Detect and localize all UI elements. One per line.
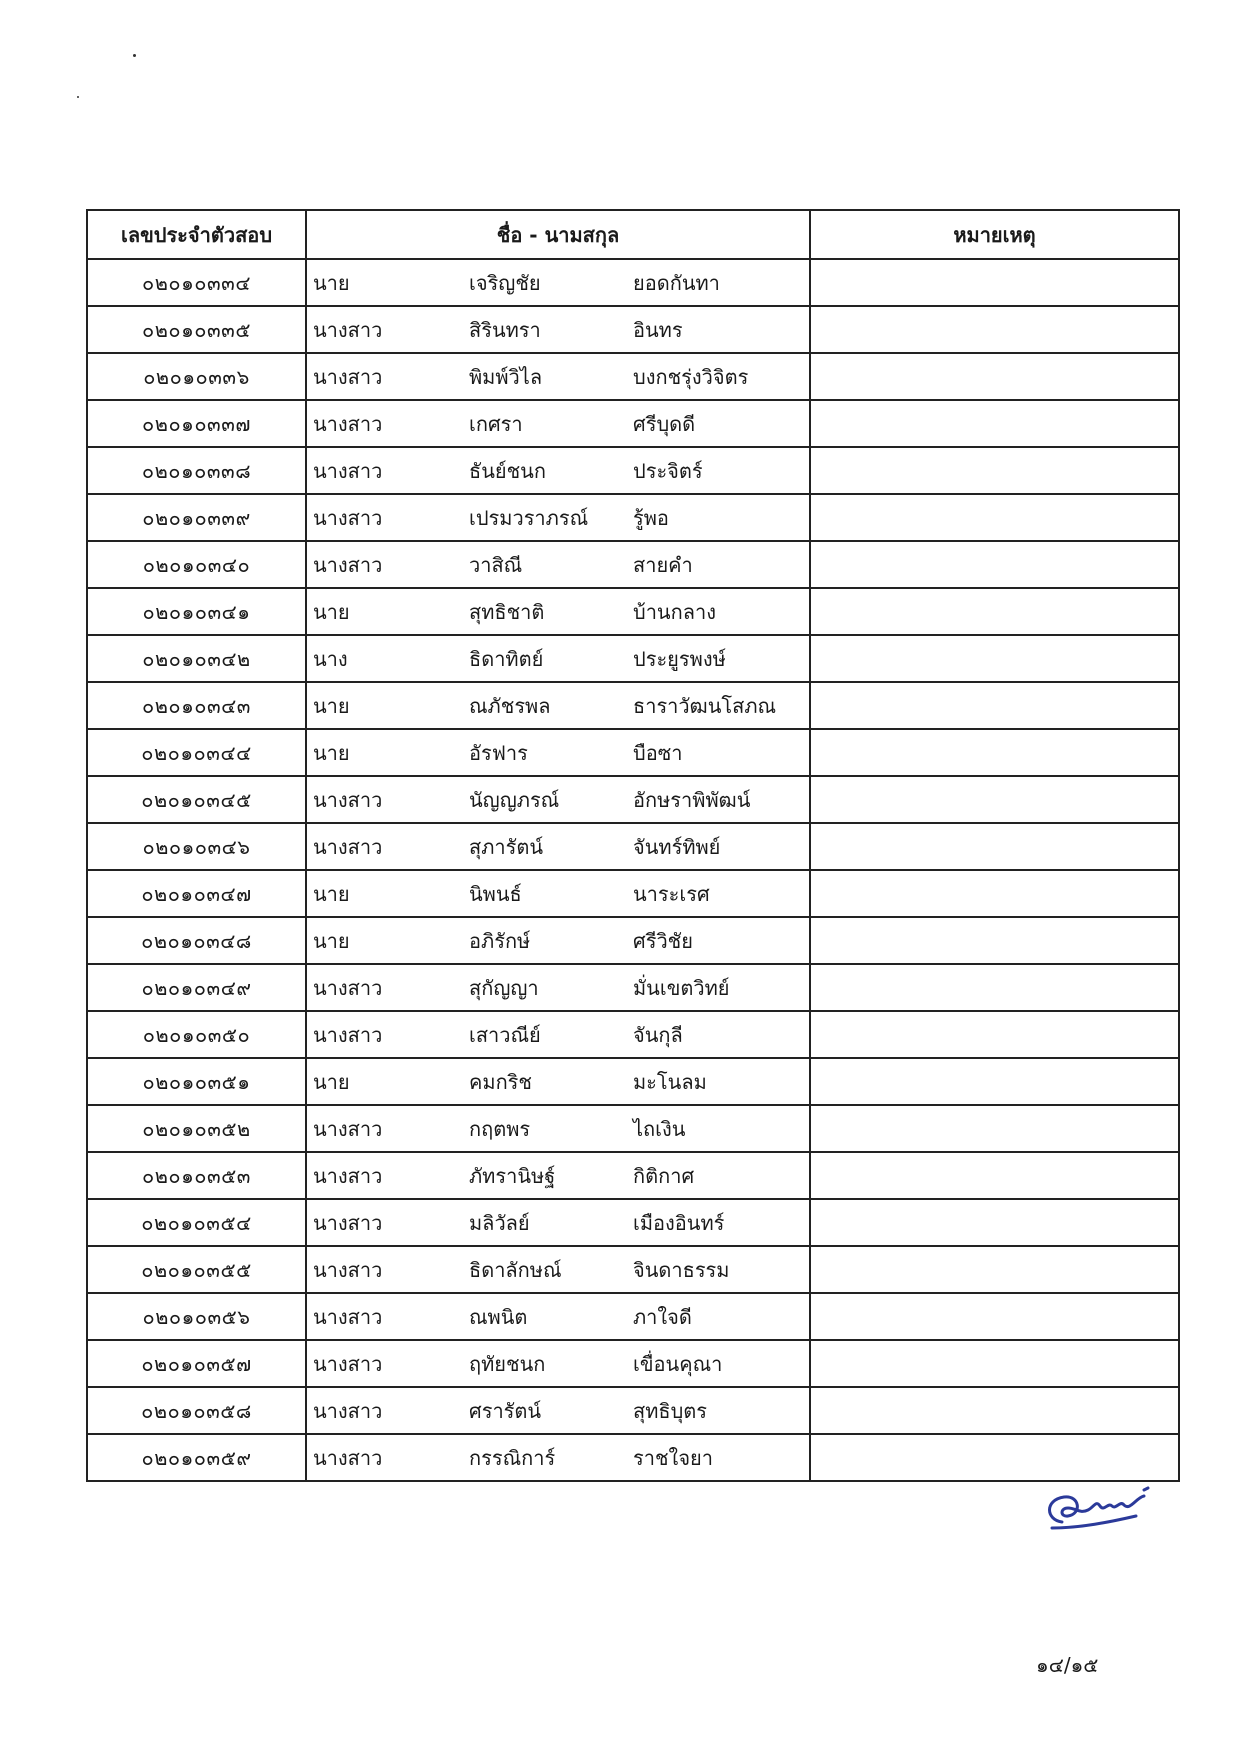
last-name: ภาใจดี <box>633 1304 692 1329</box>
first-name: ณภัชรพล <box>469 693 551 718</box>
remark-cell <box>810 1434 1179 1481</box>
remark-cell <box>810 259 1179 306</box>
first-name: นิพนธ์ <box>469 881 522 906</box>
name-prefix: นาย <box>313 740 350 765</box>
name-prefix: นางสาว <box>313 1351 383 1376</box>
table-row <box>87 1011 1179 1058</box>
first-name: ธิดาทิตย์ <box>469 646 544 671</box>
header-exam-id: เลขประจำตัวสอบ <box>87 210 306 259</box>
table-row <box>87 353 1179 400</box>
first-name: นัญญภรณ์ <box>469 787 560 812</box>
full-name-cell <box>306 1293 810 1340</box>
signature-image <box>1040 1478 1160 1538</box>
name-prefix: นาง <box>313 646 348 671</box>
full-name-cell <box>306 494 810 541</box>
table-row <box>87 635 1179 682</box>
full-name-cell <box>306 353 810 400</box>
table-row <box>87 1058 1179 1105</box>
exam-id-cell: ๐๒๐๑๐๓๔๔ <box>87 729 306 776</box>
last-name: ประจิตร์ <box>633 458 703 483</box>
remark-cell <box>810 635 1179 682</box>
full-name-cell <box>306 917 810 964</box>
exam-id-cell: ๐๒๐๑๐๓๔๗ <box>87 870 306 917</box>
last-name: บ้านกลาง <box>633 599 716 624</box>
header-remark: หมายเหตุ <box>810 210 1179 259</box>
exam-id-cell: ๐๒๐๑๐๓๕๔ <box>87 1199 306 1246</box>
exam-id-cell: ๐๒๐๑๐๓๕๐ <box>87 1011 306 1058</box>
exam-id-cell: ๐๒๐๑๐๓๓๗ <box>87 400 306 447</box>
name-prefix: นางสาว <box>313 975 383 1000</box>
full-name-cell <box>306 1340 810 1387</box>
last-name: ศรีวิชัย <box>633 928 693 953</box>
last-name: ไถเงิน <box>633 1116 686 1141</box>
remark-cell <box>810 917 1179 964</box>
remark-cell <box>810 1105 1179 1152</box>
remark-cell <box>810 1011 1179 1058</box>
exam-id-cell: ๐๒๐๑๐๓๕๘ <box>87 1387 306 1434</box>
table-header-row <box>87 210 1179 259</box>
name-prefix: นาย <box>313 1069 350 1094</box>
table-row <box>87 917 1179 964</box>
name-prefix: นางสาว <box>313 317 383 342</box>
table-row <box>87 1152 1179 1199</box>
table-row <box>87 1293 1179 1340</box>
page-number: ๑๔/๑๕ <box>1036 1653 1099 1677</box>
name-prefix: นางสาว <box>313 1445 383 1470</box>
exam-id-cell: ๐๒๐๑๐๓๔๙ <box>87 964 306 1011</box>
name-prefix: นางสาว <box>313 787 383 812</box>
full-name-cell <box>306 635 810 682</box>
exam-id-cell: ๐๒๐๑๐๓๔๒ <box>87 635 306 682</box>
name-prefix: นางสาว <box>313 1257 383 1282</box>
full-name-cell <box>306 400 810 447</box>
remark-cell <box>810 1246 1179 1293</box>
exam-id-cell: ๐๒๐๑๐๓๓๘ <box>87 447 306 494</box>
remark-cell <box>810 588 1179 635</box>
first-name: อภิรักษ์ <box>469 928 531 953</box>
last-name: กิติกาศ <box>633 1163 695 1188</box>
table-row <box>87 776 1179 823</box>
name-prefix: นางสาว <box>313 1398 383 1423</box>
name-prefix: นางสาว <box>313 552 383 577</box>
first-name: คมกริช <box>469 1069 532 1094</box>
exam-id-cell: ๐๒๐๑๐๓๓๖ <box>87 353 306 400</box>
remark-cell <box>810 1152 1179 1199</box>
table-row <box>87 1387 1179 1434</box>
full-name-cell <box>306 1058 810 1105</box>
table-body <box>87 259 1179 1481</box>
table-row <box>87 1199 1179 1246</box>
first-name: พิมพ์วิไล <box>469 364 543 389</box>
full-name-cell <box>306 1434 810 1481</box>
last-name: รู้พอ <box>633 505 669 530</box>
first-name: มลิวัลย์ <box>469 1210 530 1235</box>
remark-cell <box>810 400 1179 447</box>
exam-id-cell: ๐๒๐๑๐๓๕๗ <box>87 1340 306 1387</box>
exam-id-cell: ๐๒๐๑๐๓๔๐ <box>87 541 306 588</box>
name-prefix: นางสาว <box>313 1116 383 1141</box>
full-name-cell <box>306 776 810 823</box>
full-name-cell <box>306 541 810 588</box>
full-name-cell <box>306 823 810 870</box>
last-name: มั่นเขตวิทย์ <box>633 975 730 1000</box>
name-prefix: นาย <box>313 881 350 906</box>
first-name: เจริญชัย <box>469 270 541 295</box>
remark-cell <box>810 1387 1179 1434</box>
remark-cell <box>810 682 1179 729</box>
exam-id-cell: ๐๒๐๑๐๓๔๑ <box>87 588 306 635</box>
remark-cell <box>810 494 1179 541</box>
first-name: กรรณิการ์ <box>469 1445 556 1470</box>
first-name: เปรมวราภรณ์ <box>469 505 589 530</box>
remark-cell <box>810 870 1179 917</box>
table-row <box>87 682 1179 729</box>
full-name-cell <box>306 870 810 917</box>
full-name-cell <box>306 682 810 729</box>
full-name-cell <box>306 729 810 776</box>
last-name: เมืองอินทร์ <box>633 1210 725 1235</box>
table-row <box>87 400 1179 447</box>
name-prefix: นางสาว <box>313 1304 383 1329</box>
exam-id-cell: ๐๒๐๑๐๓๓๙ <box>87 494 306 541</box>
header-full-name: ชื่อ - นามสกุล <box>306 210 810 259</box>
table-row <box>87 494 1179 541</box>
name-prefix: นางสาว <box>313 834 383 859</box>
remark-cell <box>810 1058 1179 1105</box>
exam-id-cell: ๐๒๐๑๐๓๕๙ <box>87 1434 306 1481</box>
full-name-cell <box>306 447 810 494</box>
name-prefix: นางสาว <box>313 1163 383 1188</box>
first-name: กฤตพร <box>469 1116 531 1141</box>
last-name: บงกชรุ่งวิจิตร <box>633 364 749 389</box>
exam-id-cell: ๐๒๐๑๐๓๔๘ <box>87 917 306 964</box>
first-name: วาสิณี <box>469 552 523 577</box>
first-name: สุทธิชาติ <box>469 599 545 624</box>
last-name: จินดาธรรม <box>633 1257 730 1282</box>
table-row <box>87 1246 1179 1293</box>
name-prefix: นางสาว <box>313 505 383 530</box>
first-name: เสาวณีย์ <box>469 1022 541 1047</box>
table-row <box>87 870 1179 917</box>
name-prefix: นาย <box>313 270 350 295</box>
table-row <box>87 823 1179 870</box>
table-row <box>87 1434 1179 1481</box>
first-name: ฤทัยชนก <box>469 1351 546 1376</box>
last-name: บือซา <box>633 740 683 765</box>
exam-id-cell: ๐๒๐๑๐๓๓๕ <box>87 306 306 353</box>
scan-speck <box>77 96 79 98</box>
first-name: ศรารัตน์ <box>469 1398 542 1423</box>
last-name: ยอดกันทา <box>633 270 720 295</box>
name-prefix: นาย <box>313 928 350 953</box>
last-name: ประยูรพงษ์ <box>633 646 726 671</box>
exam-id-cell: ๐๒๐๑๐๓๕๒ <box>87 1105 306 1152</box>
exam-id-cell: ๐๒๐๑๐๓๔๓ <box>87 682 306 729</box>
full-name-cell <box>306 1246 810 1293</box>
exam-id-cell: ๐๒๐๑๐๓๔๕ <box>87 776 306 823</box>
last-name: นาระเรศ <box>633 881 710 906</box>
table-row <box>87 588 1179 635</box>
remark-cell <box>810 353 1179 400</box>
full-name-cell <box>306 259 810 306</box>
last-name: อักษราพิพัฒน์ <box>633 787 751 812</box>
last-name: ธาราวัฒนโสภณ <box>633 693 777 718</box>
exam-id-cell: ๐๒๐๑๐๓๕๕ <box>87 1246 306 1293</box>
exam-id-cell: ๐๒๐๑๐๓๕๓ <box>87 1152 306 1199</box>
name-prefix: นางสาว <box>313 411 383 436</box>
table-row <box>87 447 1179 494</box>
name-prefix: นาย <box>313 599 350 624</box>
name-prefix: นางสาว <box>313 1210 383 1235</box>
table-row <box>87 541 1179 588</box>
last-name: เขื่อนคุณา <box>633 1351 723 1376</box>
exam-id-cell: ๐๒๐๑๐๓๕๖ <box>87 1293 306 1340</box>
exam-id-cell: ๐๒๐๑๐๓๕๑ <box>87 1058 306 1105</box>
full-name-cell <box>306 1199 810 1246</box>
full-name-cell <box>306 1387 810 1434</box>
applicant-table <box>86 209 1180 1482</box>
full-name-cell <box>306 306 810 353</box>
last-name: สุทธิบุตร <box>633 1398 708 1423</box>
last-name: ราชใจยา <box>633 1445 713 1470</box>
last-name: อินทร <box>633 317 683 342</box>
first-name: เกศรา <box>469 411 523 436</box>
first-name: สุกัญญา <box>469 975 539 1000</box>
table-row <box>87 1105 1179 1152</box>
name-prefix: นาย <box>313 693 350 718</box>
name-prefix: นางสาว <box>313 364 383 389</box>
remark-cell <box>810 1199 1179 1246</box>
first-name: อัรฟาร <box>469 740 528 765</box>
full-name-cell <box>306 1011 810 1058</box>
full-name-cell <box>306 964 810 1011</box>
remark-cell <box>810 823 1179 870</box>
first-name: ธันย์ชนก <box>469 458 546 483</box>
table-row <box>87 306 1179 353</box>
first-name: สุภารัตน์ <box>469 834 544 859</box>
remark-cell <box>810 541 1179 588</box>
last-name: ศรีบุดดี <box>633 411 696 436</box>
last-name: มะโนลม <box>633 1069 707 1094</box>
table-row <box>87 259 1179 306</box>
first-name: ธิดาลักษณ์ <box>469 1257 562 1282</box>
remark-cell <box>810 306 1179 353</box>
full-name-cell <box>306 1152 810 1199</box>
name-prefix: นางสาว <box>313 1022 383 1047</box>
last-name: จันทร์ทิพย์ <box>633 834 721 859</box>
last-name: สายคำ <box>633 552 693 577</box>
full-name-cell <box>306 588 810 635</box>
table-row <box>87 729 1179 776</box>
remark-cell <box>810 776 1179 823</box>
remark-cell <box>810 964 1179 1011</box>
first-name: สิรินทรา <box>469 317 541 342</box>
remark-cell <box>810 1293 1179 1340</box>
remark-cell <box>810 447 1179 494</box>
remark-cell <box>810 729 1179 776</box>
table-row <box>87 1340 1179 1387</box>
exam-id-cell: ๐๒๐๑๐๓๓๔ <box>87 259 306 306</box>
name-prefix: นางสาว <box>313 458 383 483</box>
table-row <box>87 964 1179 1011</box>
first-name: ณพนิต <box>469 1304 528 1329</box>
last-name: จันกุลี <box>633 1022 683 1047</box>
full-name-cell <box>306 1105 810 1152</box>
remark-cell <box>810 1340 1179 1387</box>
first-name: ภัทรานิษฐ์ <box>469 1163 556 1188</box>
scan-speck <box>133 54 136 57</box>
exam-id-cell: ๐๒๐๑๐๓๔๖ <box>87 823 306 870</box>
